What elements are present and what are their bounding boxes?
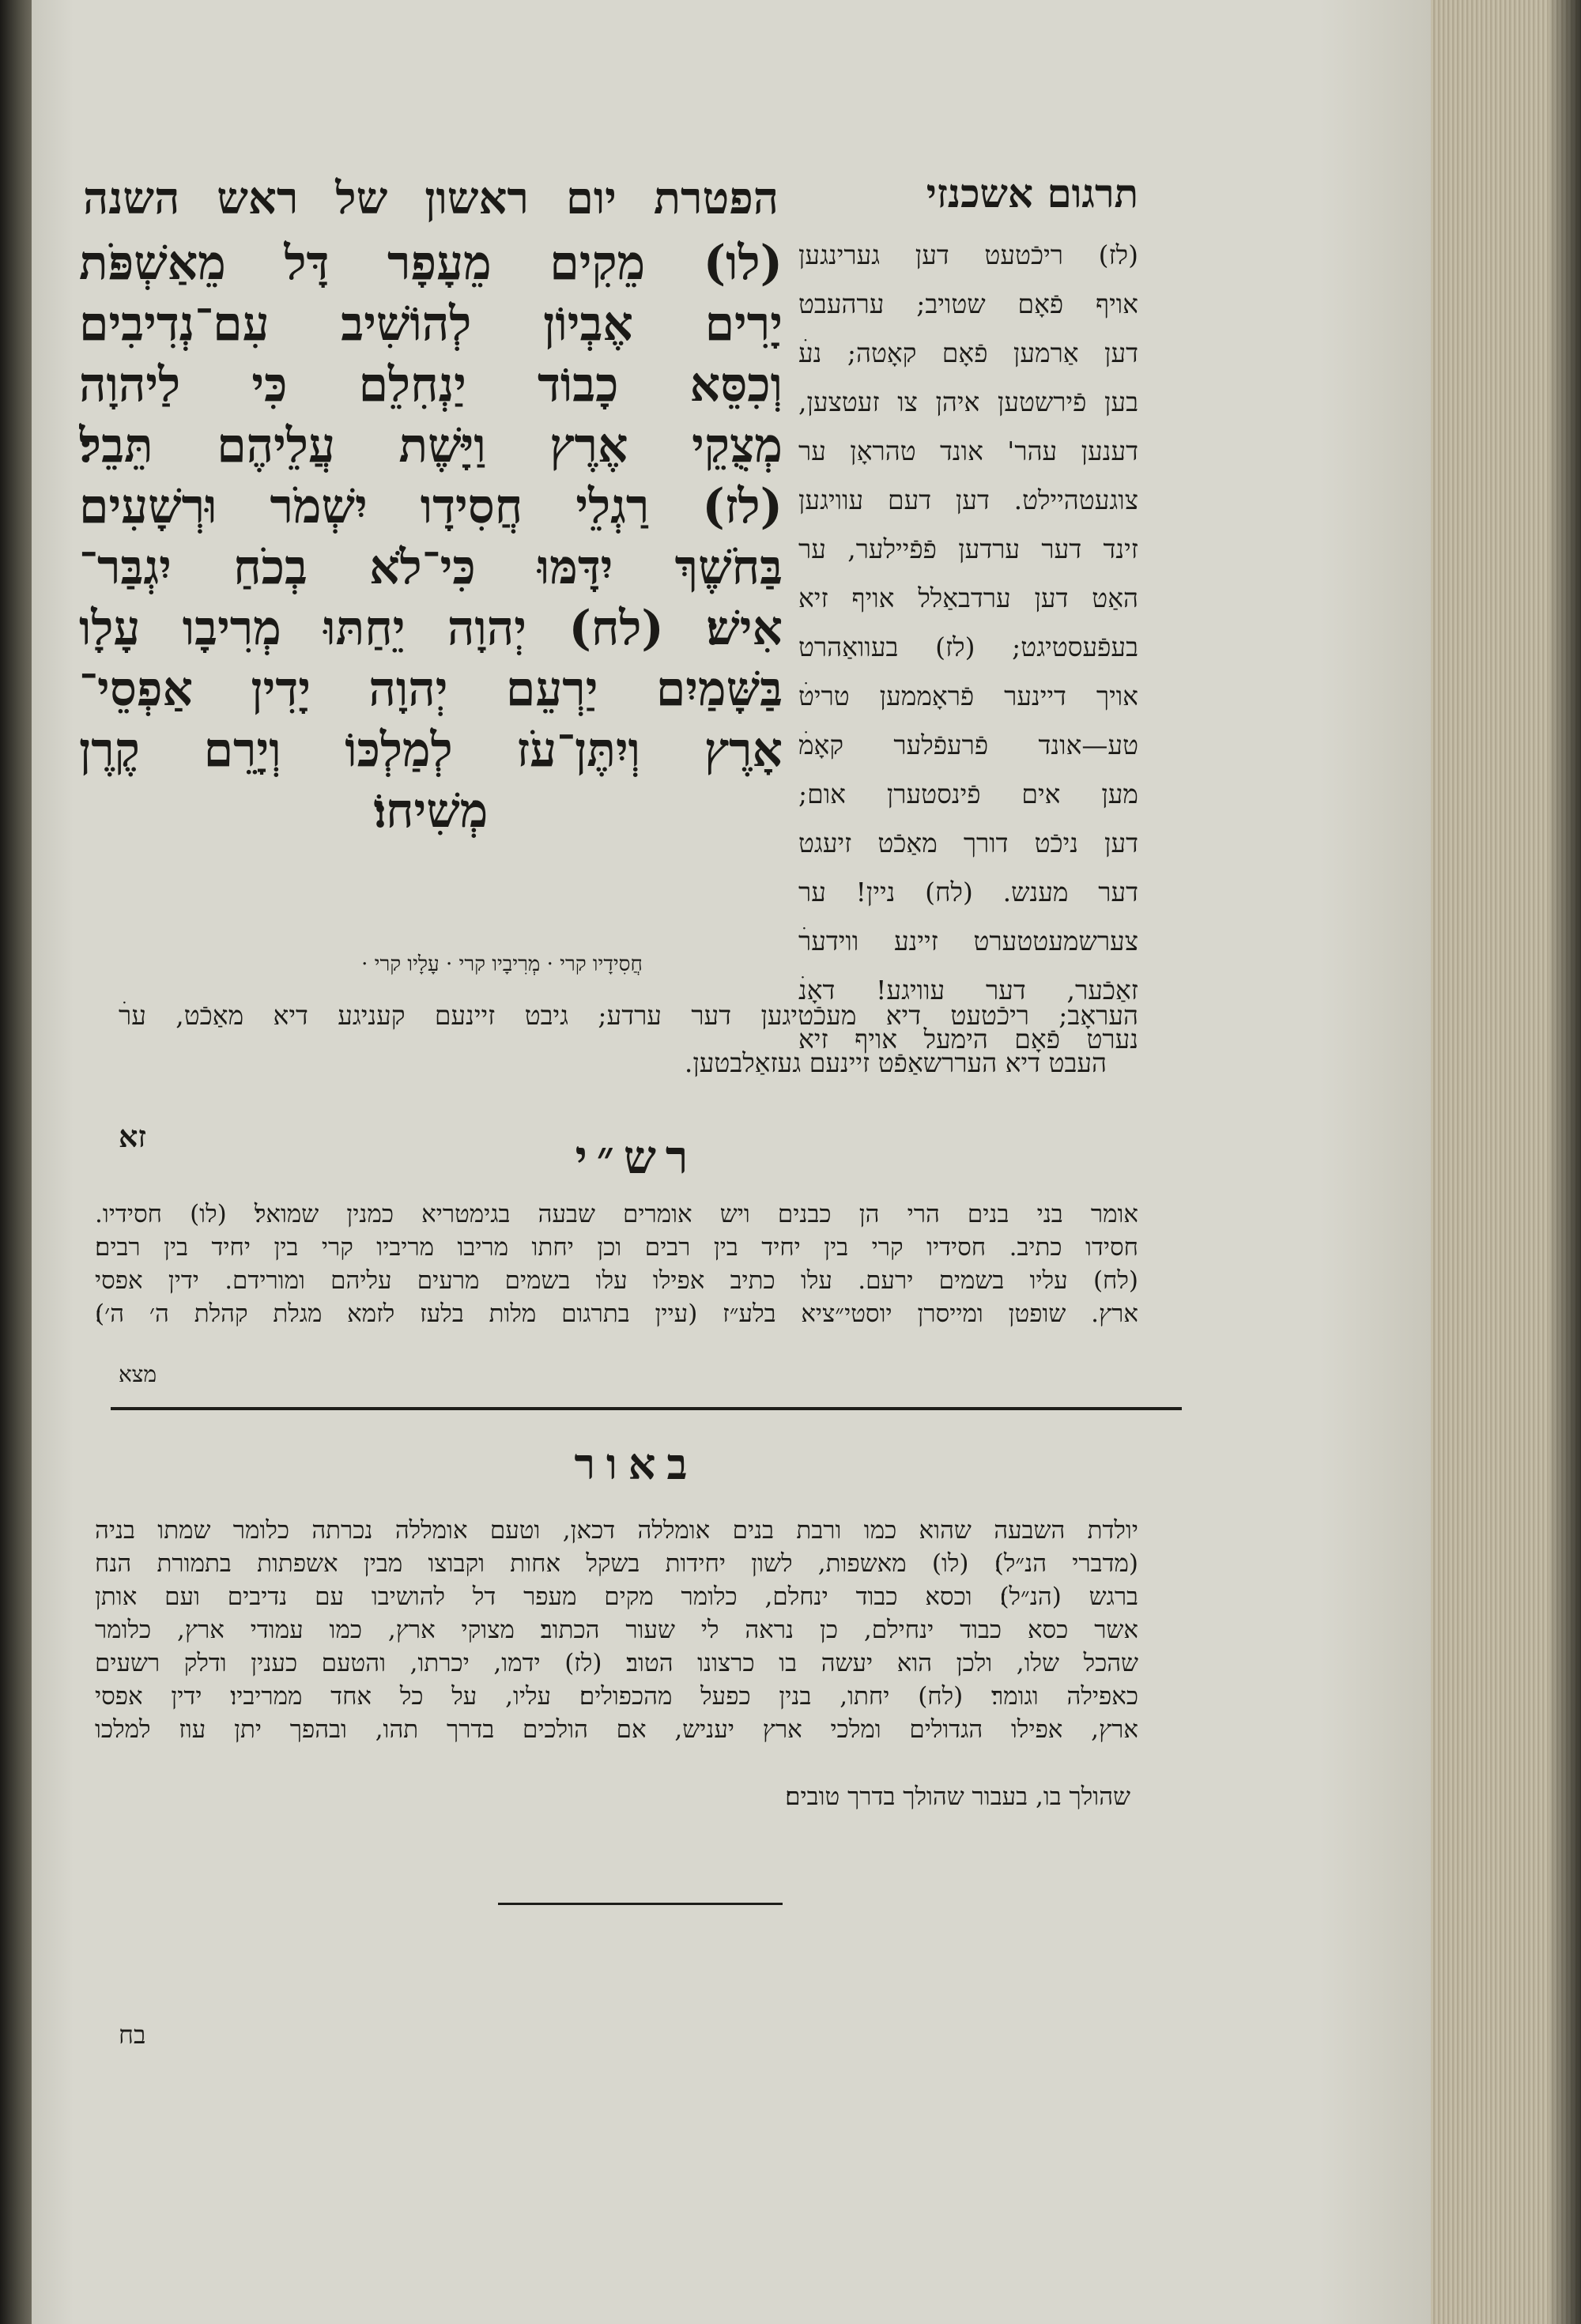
page-edges-shadow (1549, 0, 1581, 2324)
targum-continuation-line: העראָב; ריכֿטעט דיא מעכֿטיגען דער ערדע; גיבט זיינעם קעניגע דיא מאַכֿט, ערׄ (119, 1000, 1138, 1031)
section-divider (111, 1407, 1182, 1410)
catchword-top: זא (119, 1119, 146, 1154)
targum-line: דען אַרמען פֿאָם קאָטה; נעׄ (798, 338, 1138, 368)
targum-title: תרגום אשכנזי (926, 170, 1138, 217)
catchword: מצא (119, 1361, 157, 1387)
rashi-line: חסידו כתיב. חסידיו קרי בין יחיד בין רבים וכן יחתו מריבו מריביו קרי בין יחיד בין רבים׃ (95, 1233, 1138, 1262)
targum-line: דען ניכֿט דורך מאַכֿט זיעגט (798, 828, 1138, 858)
biur-line: ברגש (הנ״ל)׃ וכסא כבוד ינחלם, כלומר מקים מעפר דל להושיבו עם נדיבים ועם אותן (95, 1583, 1138, 1611)
rashi-line: אומר בני בנים הרי הן כבנים ויש אומרים שבעה בגימטריא כמנין שמואל׃ (לו) חסידיו. (95, 1200, 1138, 1228)
targum-line: אויף פֿאָם שטויב; ערהעבט (798, 289, 1138, 319)
haftarah-line: בַּחֹשֶׁךְ יִדָּמּוּ כִּי־לֹא בְכֹחַ יִגְבַּר־ (79, 540, 783, 595)
biur-last-line: שהולך בו, בעבור שהולך בדרך טובים׃ (785, 1783, 1130, 1811)
haftarah-line: יָרִים אֶבְיוֹן לְהוֹשִׁיב עִם־נְדִיבִים (79, 296, 783, 352)
keri-note: חֲסִידָיו קרי · מְרִיבָיו קרי · עָלָיו קרי · (361, 953, 643, 976)
haftarah-line: אָרֶץ וְיִתֶּן־עֹז לְמַלְכּוֹ וְיָרֵם קֶרֶן (79, 722, 783, 778)
targum-line: טע—אונד פֿרעפֿלער קאָמׄ (798, 730, 1138, 760)
targum-line: מען אים פֿינסטערן אום; (798, 779, 1138, 809)
biur-line: (מדברי הנ״ל)׃ (לו) מאשפות, לשון יחידות בשקל אחות וקבוצו מבין אשפתות בתמורת הנח (95, 1549, 1138, 1578)
biur-line: אשר כסא כבוד ינחילם, כן נראה לי שעור הכתוב׃ מצוקי ארץ, כמו עמודי ארץ, כלומר (95, 1616, 1138, 1644)
targum-line: צערשמעטטערט זיינע ווידערׄ (798, 926, 1138, 956)
haftarah-text (79, 233, 783, 842)
targum-line: אויך דיינער פֿראָממען טריטׄ (798, 681, 1138, 711)
haftarah-line: בַּשָּׁמַיִם יַרְעֵם יְהוָה יָדִין אַפְסֵי־ (79, 662, 783, 717)
biur-line: יולדת השבעה שהוא כמו ורבת בנים אומללה דכאן, וטעם אומללה נכרתה כלומר שמתו בניה (95, 1516, 1138, 1545)
targum-line: האַט דען ערדבאַלל אויף זיא (798, 583, 1138, 613)
biur-text (95, 1514, 1138, 1746)
targum-line: זאַכֿער, דער עוויגע! דאָנׄ (798, 975, 1138, 1005)
targum-column (798, 231, 1138, 1064)
end-rule (498, 1903, 783, 1905)
biur-line: ארץ, אפילו הגדולים ומלכי ארץ יעניש, אם הולכים בדרך תהו, ובהפך יתן עוז למלכו (95, 1715, 1138, 1744)
book-gutter-shadow (0, 0, 32, 2324)
haftarah-line: אִישׁ׃ (לח) יְהוָה יֵחַתּוּ מְרִיבָו עָלָו (79, 601, 783, 656)
haftarah-line: (לו) מֵקִים מֵעָפָר דָּל מֵאַשְׁפֹּת (79, 236, 783, 291)
haftarah-title: הפטרת יום ראשון של ראש השנה (83, 172, 779, 224)
targum-line: בעפֿעסטיגט; (לז) בעוואַהרט (798, 632, 1138, 662)
targum-continuation-line: העבט דיא העררשאַפֿט זיינעם געזאַלבטען. (684, 1047, 1107, 1078)
targum-line: צוגעטהיילט. דען דעם עוויגען (798, 485, 1138, 515)
targum-line: בען פֿירשטען איהן צו זעטצען, (798, 387, 1138, 417)
haftarah-line: וְכִסֵּא כָבוֹד יַנְחִלֵם כִּי לַיהוָה (79, 357, 783, 413)
rashi-line: (לח) עליו בשמים ירעם. עלו כתיב אפילו עלו בשמים מרעים עליהם ומורידם. ידין אפסי (95, 1266, 1138, 1295)
targum-line: זינד דער ערדען פֿפֿיילער, ער (798, 534, 1138, 564)
rashi-line: ארץ. שופטן ומייסרן יוסטי״ציא בלע״ז (עיין בתרגום מלות בלעז לזמא מגלת קהלת ה׳ ה׳)׃ (95, 1300, 1138, 1328)
targum-line: דער מענש. (לח) ניין! ער (798, 877, 1138, 907)
signature-mark: בח (119, 2020, 146, 2050)
rashi-title: רש״י (575, 1130, 698, 1184)
targum-line: (לז) ריכֿטעט דען גערינגען (798, 240, 1138, 270)
haftarah-line: (לז) רַגְלֵי חֲסִידָו יִשְׁמֹר וּרְשָׁעִים (79, 479, 783, 534)
rashi-text (95, 1198, 1138, 1330)
haftarah-line: מְצֻקֵי אֶרֶץ וַיָּשֶׁת עֲלֵיהֶם תֵּבֵל׃ (79, 418, 783, 473)
biur-title: באור (574, 1439, 699, 1489)
targum-continuation (119, 992, 1138, 1087)
haftarah-line: מְשִׁיחוֹ׃ (373, 783, 489, 839)
targum-line: דענען עהר' אונד טהראָן ער (798, 436, 1138, 466)
biur-line: שהכל שלו, ולכן הוא יעשה בו כרצונו הטוב׃ (לז) ידמו, יכרתו, והטעם כענין ודלק רשעים (95, 1649, 1138, 1677)
biur-line: כאפילה וגומר׃ (לח) יחתו, בנין כפעל מהכפולים׃ עליו, על כל אחד ממריביו׃ ידין אפסי (95, 1682, 1138, 1711)
targum-line: נערט פֿאָם הימעל אויף זיא (798, 1024, 1138, 1054)
